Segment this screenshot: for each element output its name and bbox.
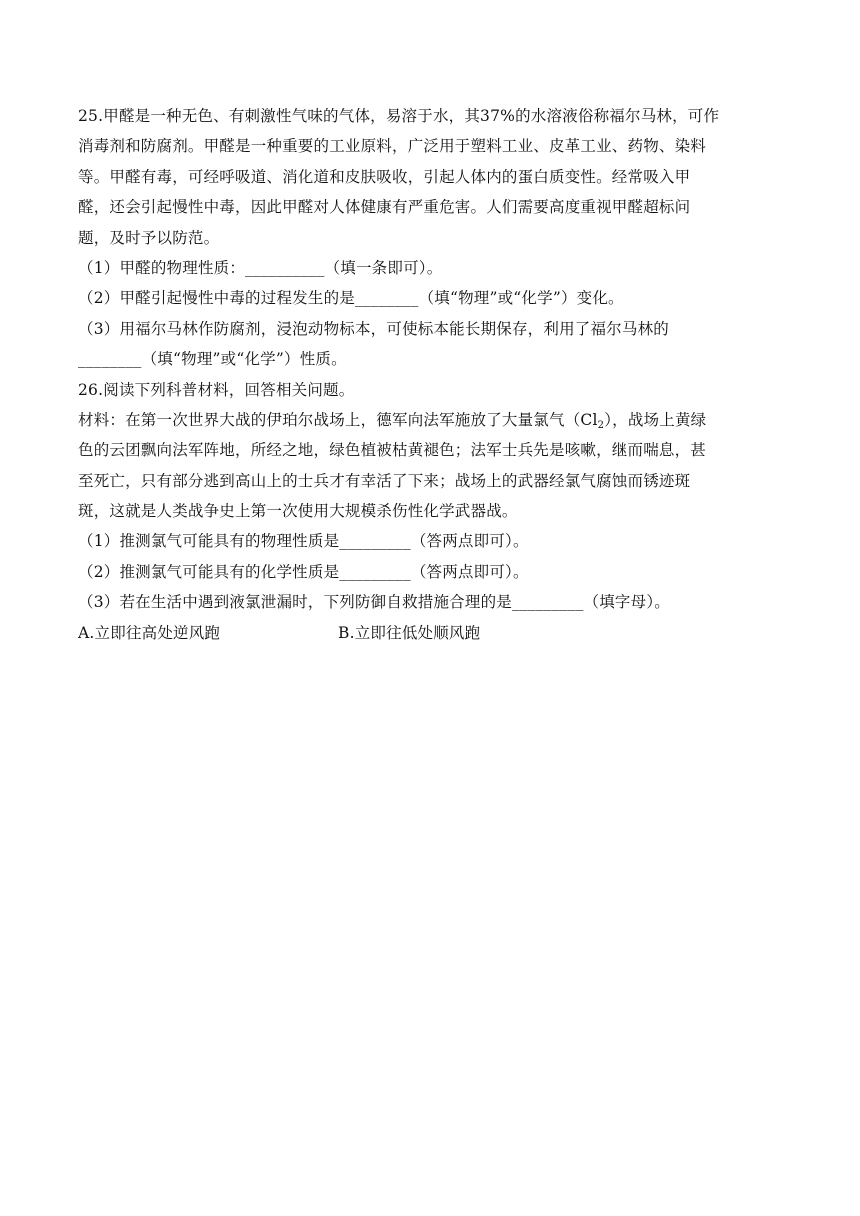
formula-subscript: 2	[597, 419, 605, 431]
q25-intro-line-2: 消毒剂和防腐剂。甲醛是一种重要的工业原料，广泛用于塑料工业、皮革工业、药物、染料	[78, 137, 707, 156]
formula-symbol: Cl	[580, 410, 598, 429]
chlorine-formula	[580, 411, 604, 429]
q25-intro-line-5: 题，及时予以防范。	[78, 228, 220, 247]
q26-subquestion-1: （1）推测氯气可能具有的物理性质是_________（答两点即可）。	[78, 532, 529, 551]
q26-material-line-3: 至死亡，只有部分逃到高山上的士兵才有幸活了下来；战场上的武器经氯气腐蚀而锈迹斑	[78, 471, 691, 490]
q25-subquestion-2: （2）甲醛引起慢性中毒的过程发生的是________（填“物理”或“化学”）变化。	[78, 289, 624, 308]
option-b: B.立即往低处顺风跑	[338, 623, 481, 642]
q26-subquestion-3: （3）若在生活中遇到液氯泄漏时，下列防御自救措施合理的是_________（填字母）。	[78, 593, 670, 612]
q25-subquestion-1: （1）甲醛的物理性质：__________（填一条即可）。	[78, 258, 443, 277]
question-25	[78, 101, 786, 375]
q25-subquestion-3-line-2: ________（填“物理”或“化学”）性质。	[78, 350, 347, 369]
q25-intro-line-1: 25.甲醛是一种无色、有刺激性气味的气体，易溶于水，其37%的水溶液俗称福尔马林，可作	[78, 107, 720, 125]
q26-material-text-after: ），战场上黄绿	[604, 410, 707, 429]
q26-material-line-2: 色的云团飘向法军阵地，所经之地，绿色植被枯黄褪色；法军士兵先是咳嗽，继而喘息，甚	[78, 441, 707, 460]
question-26	[78, 375, 786, 649]
document-content	[78, 101, 786, 648]
q25-intro-line-4: 醛，还会引起慢性中毒，因此甲醛对人体健康有严重危害。人们需要高度重视甲醛超标问	[78, 198, 691, 217]
q26-material-text-before: 材料：在第一次世界大战的伊珀尔战场上，德军向法军施放了大量氯气（	[78, 410, 581, 429]
q25-intro-line-3: 等。甲醛有毒，可经呼吸道、消化道和皮肤吸收，引起人体内的蛋白质变性。经常吸入甲	[78, 167, 691, 186]
q26-options	[78, 618, 786, 648]
q26-subquestion-2: （2）推测氯气可能具有的化学性质是_________（答两点即可）。	[78, 562, 529, 581]
q26-material-line-4: 斑，这就是人类战争史上第一次使用大规模杀伤性化学武器战。	[78, 502, 518, 521]
q26-material-line-1	[78, 405, 786, 435]
q25-subquestion-3-line-1: （3）用福尔马林作防腐剂，浸泡动物标本，可使标本能长期保存，利用了福尔马林的	[78, 319, 669, 338]
option-a: A.立即往高处逆风跑	[78, 623, 221, 642]
q26-heading: 26.阅读下列科普材料，回答相关问题。	[78, 380, 355, 399]
